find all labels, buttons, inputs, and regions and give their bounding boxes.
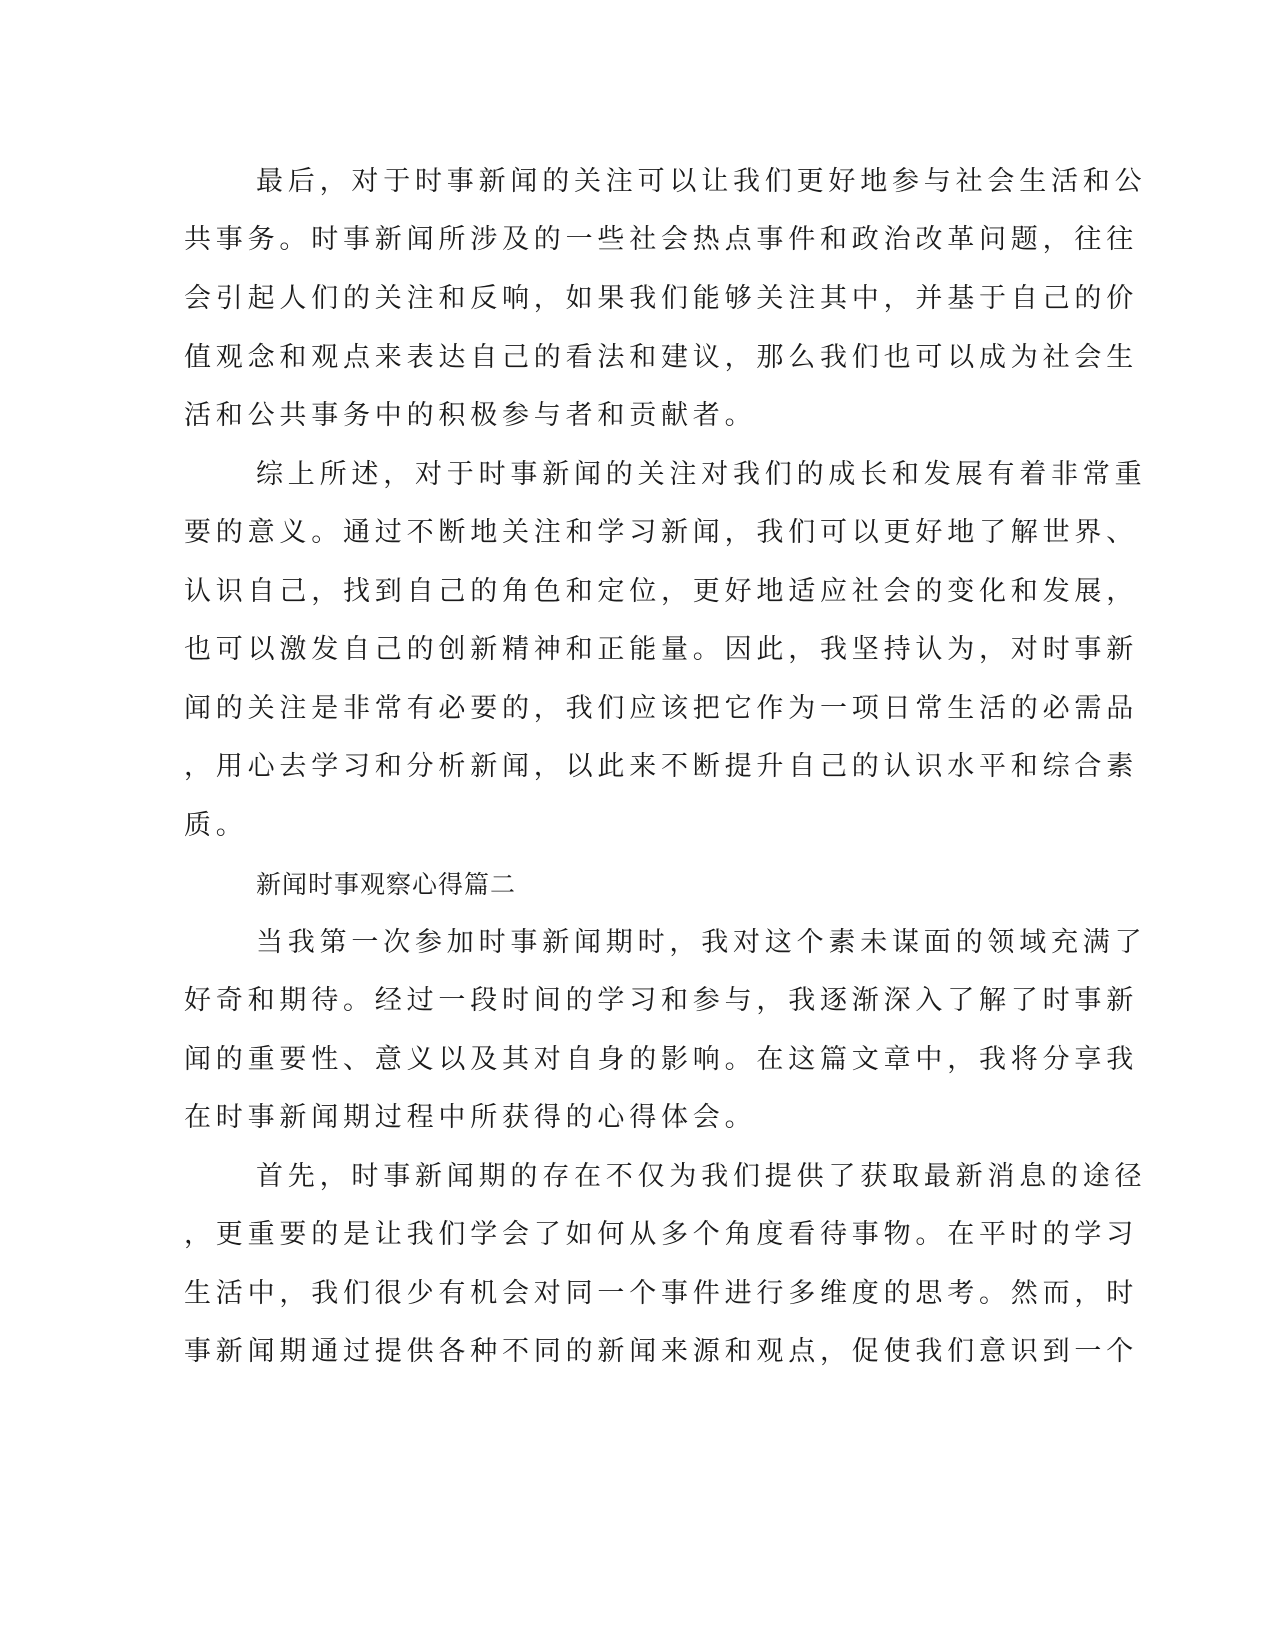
text-line: 综上所述，对于时事新闻的关注对我们的成长和发展有着非常重 — [256, 459, 1147, 490]
text-line: 当我第一次参加时事新闻期时，我对这个素未谋面的领域充满了 — [256, 927, 1147, 958]
text-line: ，更重要的是让我们学会了如何从多个角度看待事物。在平时的学习 — [184, 1219, 1138, 1250]
text-line: 闻的重要性、意义以及其对自身的影响。在这篇文章中，我将分享我 — [184, 1044, 1138, 1075]
text-line: 在时事新闻期过程中所获得的心得体会。 — [184, 1102, 757, 1133]
text-line: 要的意义。通过不断地关注和学习新闻，我们可以更好地了解世界、 — [184, 517, 1138, 548]
text-line: 值观念和观点来表达自己的看法和建议，那么我们也可以成为社会生 — [184, 342, 1138, 373]
text-line: 闻的关注是非常有必要的，我们应该把它作为一项日常生活的必需品 — [184, 693, 1138, 724]
text-line: ，用心去学习和分析新闻，以此来不断提升自己的认识水平和综合素 — [184, 751, 1138, 782]
text-line: 好奇和期待。经过一段时间的学习和参与，我逐渐深入了解了时事新 — [184, 985, 1138, 1016]
text-line: 首先，时事新闻期的存在不仅为我们提供了获取最新消息的途径 — [256, 1161, 1147, 1192]
text-line: 最后，对于时事新闻的关注可以让我们更好地参与社会生活和公 — [256, 166, 1147, 197]
text-line: 也可以激发自己的创新精神和正能量。因此，我坚持认为，对时事新 — [184, 634, 1138, 665]
text-line: 生活中，我们很少有机会对同一个事件进行多维度的思考。然而，时 — [184, 1278, 1138, 1309]
text-line: 共事务。时事新闻所涉及的一些社会热点事件和政治改革问题，往往 — [184, 224, 1138, 255]
section-heading: 新闻时事观察心得篇二 — [256, 870, 517, 899]
text-line: 活和公共事务中的积极参与者和贡献者。 — [184, 400, 757, 431]
text-line: 认识自己，找到自己的角色和定位，更好地适应社会的变化和发展， — [184, 576, 1138, 607]
text-line: 会引起人们的关注和反响，如果我们能够关注其中，并基于自己的价 — [184, 283, 1138, 314]
text-line: 质。 — [184, 810, 248, 841]
text-line: 事新闻期通过提供各种不同的新闻来源和观点，促使我们意识到一个 — [184, 1336, 1138, 1367]
